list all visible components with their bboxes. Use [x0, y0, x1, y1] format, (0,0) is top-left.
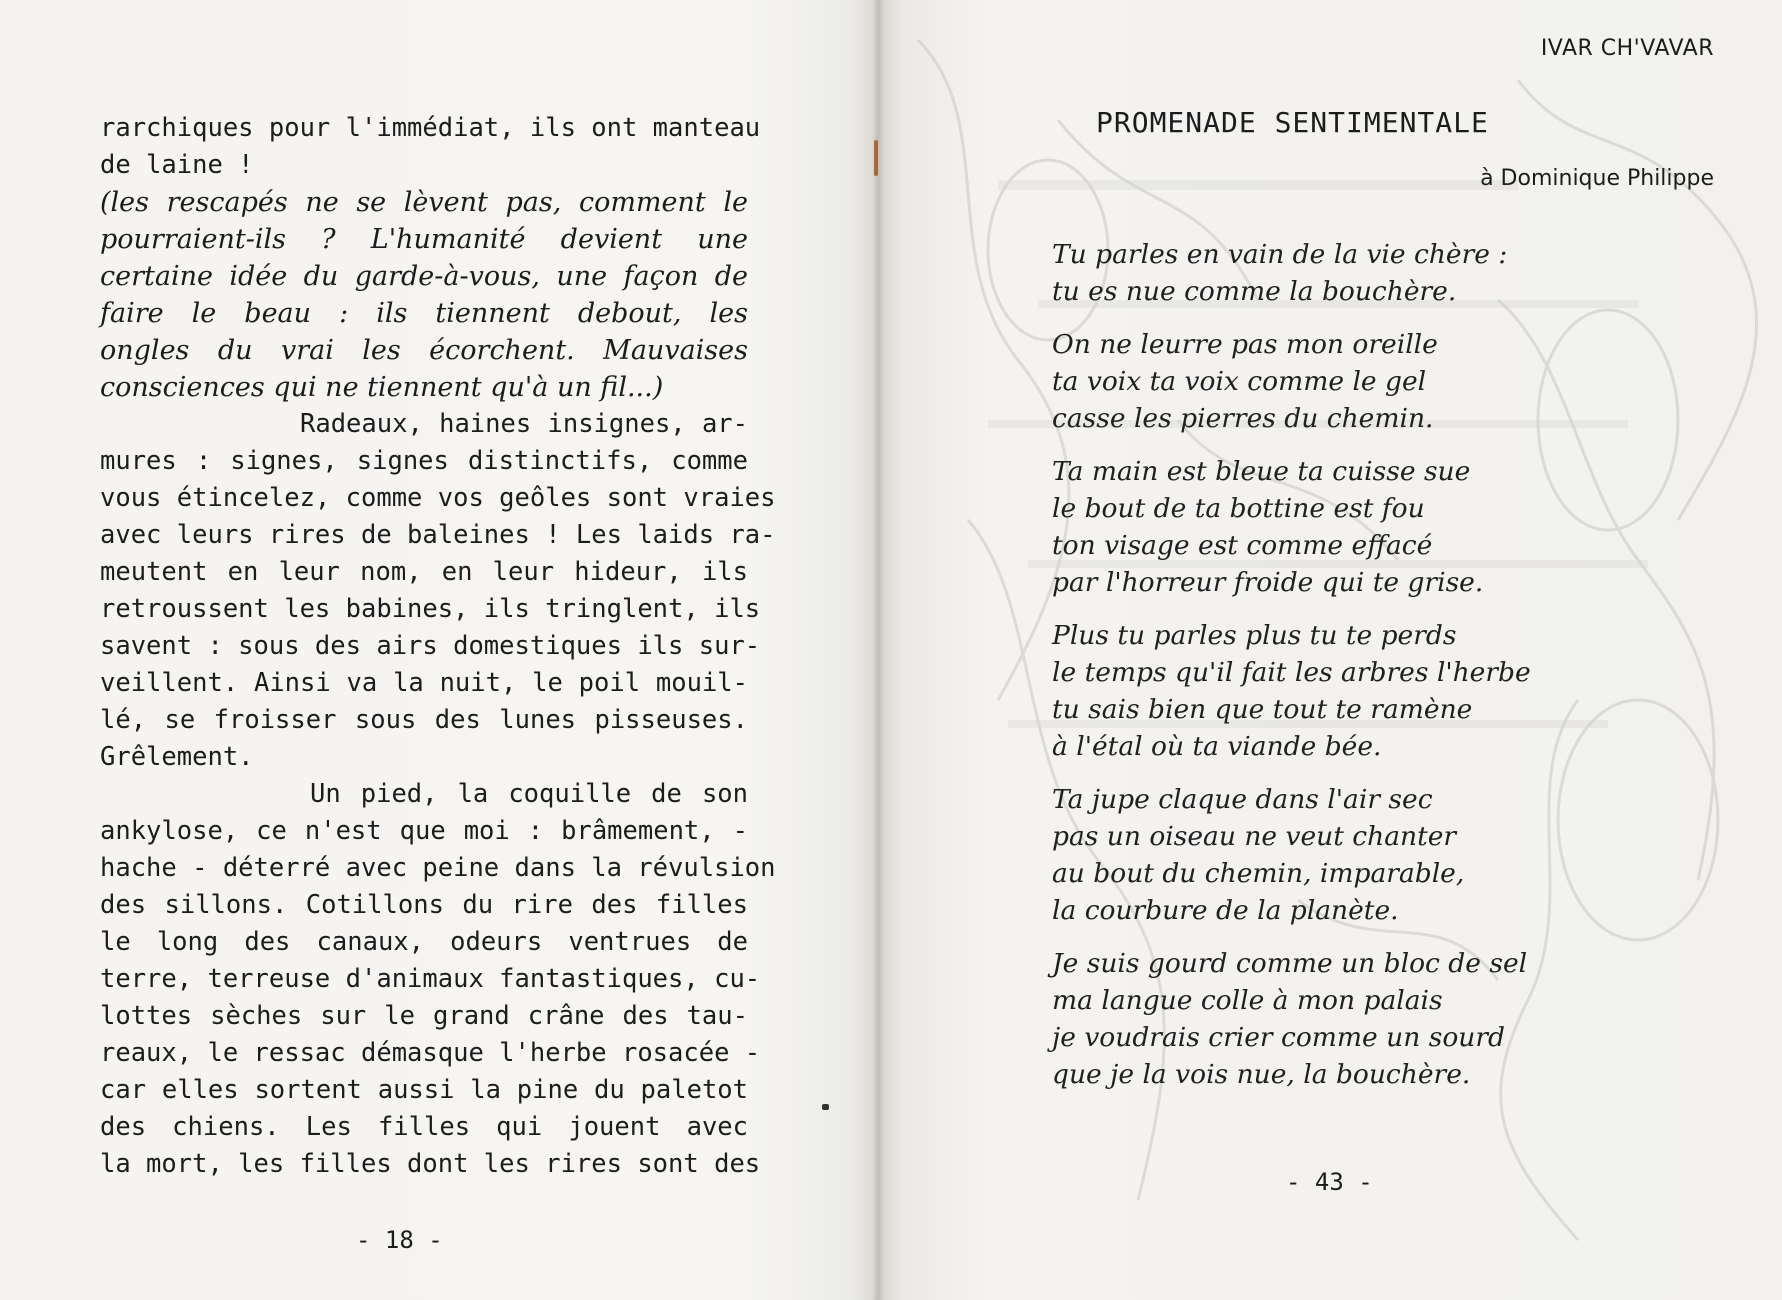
text-line: certaine idée du garde-à-vous, une façon de: [100, 261, 748, 292]
left-page-number: - 18 -: [356, 1226, 443, 1254]
text-line: lottes sèches sur le grand crâne des tau-: [100, 1001, 748, 1031]
paragraph-3: [100, 406, 776, 776]
verse-line: par l'horreur froide qui te grise.: [1052, 567, 1484, 598]
verse-line: ton visage est comme effacé: [1052, 530, 1433, 561]
verse-line: la courbure de la planète.: [1052, 895, 1399, 926]
stanza-3: [1052, 453, 1732, 601]
stanza-2: [1052, 326, 1732, 437]
paragraph-1: [100, 110, 761, 184]
text-line: veillent. Ainsi va la nuit, le poil mouil-: [100, 668, 748, 698]
left-page-prose: [100, 110, 776, 1183]
verse-line: au bout du chemin, imparable,: [1052, 858, 1465, 889]
text-line: des chiens. Les filles qui jouent avec: [100, 1112, 748, 1142]
verse-line: que je la vois nue, la bouchère.: [1052, 1059, 1471, 1090]
verse-line: Je suis gourd comme un bloc de sel: [1052, 948, 1528, 979]
text-line: lé, se froisser sous des lunes pisseuses.: [100, 705, 748, 735]
book-gutter: [872, 0, 884, 1300]
verse-line: ta voix ta voix comme le gel: [1052, 366, 1427, 397]
text-line: retroussent les babines, ils tringlent, ils: [100, 594, 761, 624]
verse-line: le temps qu'il fait les arbres l'herbe: [1052, 657, 1531, 688]
text-line: rarchiques pour l'immédiat, ils ont manteau: [100, 113, 761, 143]
ink-speck: [822, 1104, 829, 1110]
verse-line: On ne leurre pas mon oreille: [1052, 329, 1438, 360]
text-line: la mort, les filles dont les rires sont des: [100, 1149, 761, 1179]
stanza-4: [1052, 617, 1732, 765]
text-line: avec leurs rires de baleines ! Les laids ra-: [100, 520, 776, 550]
binding-mark: [874, 140, 878, 176]
author-name: IVAR CH'VAVAR: [1540, 36, 1714, 61]
text-line: faire le beau : ils tiennent debout, les: [100, 298, 748, 329]
stanza-5: [1052, 781, 1732, 929]
text-line: ongles du vrai les écorchent. Mauvaises: [100, 335, 748, 366]
text-line: (les rescapés ne se lèvent pas, comment le: [100, 187, 748, 218]
text-line: reaux, le ressac démasque l'herbe rosacée -: [100, 1038, 761, 1068]
right-page-number: - 43 -: [1286, 1168, 1373, 1196]
text-line: meutent en leur nom, en leur hideur, ils: [100, 557, 748, 587]
paragraph-2-italic: [100, 184, 748, 406]
stanza-6: [1052, 945, 1732, 1093]
paragraph-4: [100, 776, 776, 1183]
text-line: pourraient-ils ? L'humanité devient une: [100, 224, 748, 255]
text-line: le long des canaux, odeurs ventrues de: [100, 927, 748, 957]
text-line: consciences qui ne tiennent qu'à un fil...): [100, 372, 664, 403]
verse-line: je voudrais crier comme un sourd: [1052, 1022, 1505, 1053]
text-line: savent : sous des airs domestiques ils sur-: [100, 631, 761, 661]
verse-line: pas un oiseau ne veut chanter: [1052, 821, 1457, 852]
text-line: des sillons. Cotillons du rire des filles: [100, 890, 748, 920]
text-line: Radeaux, haines insignes, ar-: [300, 409, 748, 439]
text-line: Un pied, la coquille de son: [310, 779, 748, 809]
text-line: terre, terreuse d'animaux fantastiques, cu-: [100, 964, 761, 994]
text-line: vous étincelez, comme vos geôles sont vraies: [100, 483, 776, 513]
verse-line: ma langue colle à mon palais: [1052, 985, 1443, 1016]
verse-line: casse les pierres du chemin.: [1052, 403, 1434, 434]
text-line: hache - déterré avec peine dans la révulsion: [100, 853, 776, 883]
verse-line: à l'étal où ta viande bée.: [1052, 731, 1382, 762]
verse-line: tu es nue comme la bouchère.: [1052, 276, 1457, 307]
dedication: à Dominique Philippe: [1480, 166, 1714, 191]
text-line: mures : signes, signes distinctifs, comme: [100, 446, 748, 476]
verse-line: Ta jupe claque dans l'air sec: [1052, 784, 1433, 815]
text-line: Grêlement.: [100, 742, 254, 772]
text-line: de laine !: [100, 150, 254, 180]
verse-line: le bout de ta bottine est fou: [1052, 493, 1425, 524]
verse-line: Plus tu parles plus tu te perds: [1052, 620, 1457, 651]
verse-line: Ta main est bleue ta cuisse sue: [1052, 456, 1471, 487]
text-line: car elles sortent aussi la pine du paletot: [100, 1075, 748, 1105]
text-line: ankylose, ce n'est que moi : brâmement, -: [100, 816, 748, 846]
poem-title: PROMENADE SENTIMENTALE: [1096, 106, 1489, 139]
verse-line: Tu parles en vain de la vie chère :: [1052, 239, 1508, 270]
stanza-1: [1052, 236, 1732, 310]
verse-line: tu sais bien que tout te ramène: [1052, 694, 1473, 725]
poem-body: [1052, 236, 1732, 1109]
